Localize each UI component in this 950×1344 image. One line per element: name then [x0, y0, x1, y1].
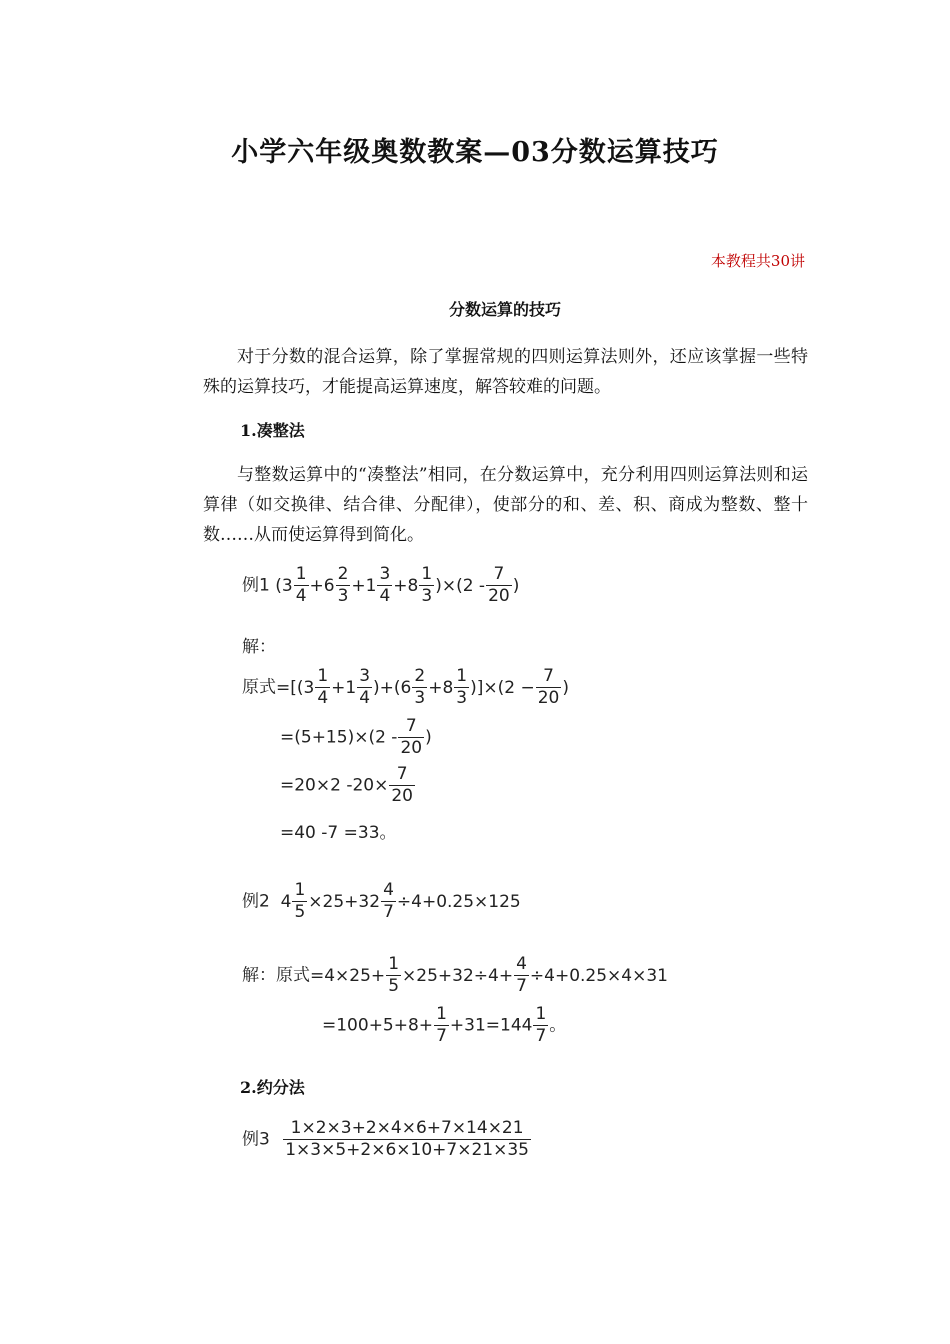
- example1-solution-label: 解：: [242, 637, 276, 657]
- example1-step3-text: =20×2 -20×: [280, 775, 389, 796]
- example2-label: 例2: [242, 891, 270, 912]
- tutorial-count-note: 本教程共30讲: [710, 252, 805, 270]
- section-title: 分数运算的技巧: [448, 300, 561, 319]
- example1-label: 例1: [242, 575, 270, 596]
- example1-step2: =(5+15)×(2 - $\frac{7}{20}$ ): [280, 716, 432, 758]
- method1-text: 与整数运算中的“凑整法”相同，在分数运算中，充分利用四则运算法则和运算律（如交换律、结合律、分配律），使部分的和、差、积、商成为整数、整十数……从而使运算得到简化。: [203, 465, 808, 545]
- example3-denominator: 1×3×5+2×6×10+7×21×35: [285, 1140, 529, 1160]
- example1-problem: 例1 (3 $\frac{1}{4}$ +6 $\frac{2}{3}$ +1 $\frac{3}{4}$ +8 $\frac{1}{3}$ )×(2 - $\frac{7}{20}$ ): [242, 564, 520, 606]
- method1-heading: 1.凑整法: [240, 421, 305, 440]
- example1-step3: =20×2 -20× $\frac{7}{20}$: [280, 764, 413, 806]
- intro-paragraph: [203, 342, 808, 402]
- example2-step1: 解：原式=4×25+ $\frac{1}{5}$ ×25+32÷4+ $\frac{4}{7}$ ÷4+0.25×4×31: [242, 954, 668, 996]
- example3-label: 例3: [242, 1129, 270, 1150]
- document-title: 小学六年级奥数教案—03分数运算技巧: [231, 137, 719, 168]
- example3-problem: [242, 1120, 532, 1159]
- method1-paragraph: [203, 460, 808, 550]
- example3-numerator: 1×2×3+2×4×6+7×14×21: [283, 1120, 531, 1140]
- intro-text: 对于分数的混合运算，除了掌握常规的四则运算法则外，还应该掌握一些特殊的运算技巧，才能提高运算速度，解答较难的问题。: [203, 347, 808, 397]
- example1-step1: 原式=[(3 $\frac{1}{4}$ +1 $\frac{3}{4}$ )+(6 $\frac{2}{3}$ +8 $\frac{1}{3}$ )]×(2 − $\frac{7}{20}$ ): [242, 666, 569, 708]
- example3-fraction: [283, 1120, 531, 1159]
- example2-step2-text: =100+5+8+: [322, 1015, 434, 1036]
- example2-problem: 例2 4 $\frac{1}{5}$ ×25+32 $\frac{4}{7}$ ÷4+0.25×125: [242, 880, 521, 922]
- original-expression-label: 原式: [242, 677, 276, 698]
- example2-solution-label: 解：原式: [242, 965, 310, 986]
- example2-step2: =100+5+8+ $\frac{1}{7}$ +31=144 $\frac{1}{7}$ 。: [322, 1004, 567, 1046]
- example1-step2-text: =(5+15)×(2 -: [280, 727, 398, 748]
- example1-step4: =40 -7 =33。: [280, 823, 397, 843]
- method2-heading: 2.约分法: [240, 1078, 305, 1097]
